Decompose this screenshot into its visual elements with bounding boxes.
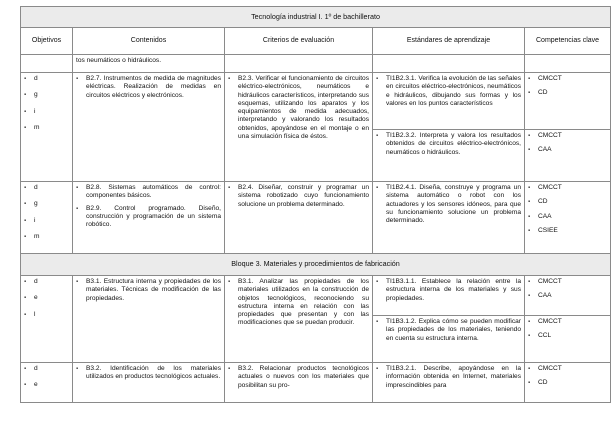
table-row: [21, 182, 611, 254]
bullet-icon: [376, 132, 386, 140]
competencia-item: CD: [538, 89, 548, 97]
table-row: [21, 276, 611, 316]
table-row: [21, 363, 611, 403]
bullet-icon: [24, 311, 34, 319]
competencia-item: CCL: [538, 332, 552, 340]
competencia-item: CMCCT: [538, 184, 562, 191]
objetivo-item: e: [34, 294, 38, 302]
cell-contenidos: [73, 55, 225, 73]
bullet-icon: [24, 381, 34, 389]
bullet-icon: [376, 75, 386, 83]
bullet-icon: [76, 278, 86, 286]
objetivo-item: i: [34, 216, 36, 224]
objetivo-item: m: [34, 123, 40, 131]
bullet-icon: [528, 198, 538, 206]
cell-competencias: [525, 363, 611, 403]
bullet-icon: [376, 365, 386, 373]
cell-estandar: [373, 55, 525, 73]
cell-criterio: [225, 182, 373, 254]
criterio-text: B2.3. Verificar el funcionamiento de circuitos eléctrico-electrónicos, neumáticos e hidráulicos característicos, interpretando sus esquemas, utilizando los aparatos y los equipamientos de medida adecuados, interpretando y valorando los resultados obtenidos, apoyándose en el montaje o en una simulación física de éstos.: [238, 75, 369, 141]
cell-estandar: [373, 73, 525, 130]
bullet-icon: [24, 233, 34, 241]
bullet-icon: [528, 332, 538, 340]
curriculum-table: [20, 6, 611, 403]
bullet-icon: [24, 365, 34, 373]
table-row: [21, 73, 611, 130]
bullet-icon: [76, 205, 86, 213]
bullet-icon: [24, 200, 34, 208]
estandar-text: TI1B3.2.1. Describe, apoyándose en la información obtenida en Internet, materiales imprescindibles para: [386, 365, 521, 389]
estandar-text: TI1B3.1.1. Establece la relación entre la estructura interna de los materiales y sus propiedades.: [386, 278, 521, 302]
header-objetivos: Objetivos: [21, 28, 73, 55]
bullet-icon: [376, 318, 386, 326]
objetivo-item: d: [34, 75, 38, 82]
estandar-text: TI1B2.3.2. Interpreta y valora los resultados obtenidos de circuitos eléctrico-electrónicos, neumáticos o hidráulicos.: [386, 132, 521, 156]
cell-objetivos: [21, 363, 73, 403]
objetivo-item: e: [34, 381, 38, 389]
criterio-text: B3.2. Relacionar productos tecnológicos actuales o nuevos con los materiales que posibilitan su pro-: [238, 365, 369, 389]
competencia-item: CMCCT: [538, 318, 562, 325]
bullet-icon: [376, 278, 386, 286]
cell-criterio: [225, 363, 373, 403]
objetivo-item: d: [34, 365, 38, 372]
objetivo-item: i: [34, 107, 36, 115]
competencia-item: CAA: [538, 212, 552, 220]
contenido-item: B3.1. Estructura interna y propiedades de los materiales. Técnicas de modificación de las propiedades.: [86, 278, 221, 302]
bullet-icon: [228, 184, 238, 192]
contenido-item: B3.2. Identificación de los materiales utilizados en productos tecnológicos actuales.: [86, 365, 221, 381]
header-competencias: Competencias clave: [525, 28, 611, 55]
cell-objetivos: [21, 182, 73, 254]
competencia-item: CAA: [538, 146, 552, 154]
contenido-item: B2.9. Control programado. Diseño, construcción y programación de un sistema robótico.: [86, 204, 221, 229]
header-estandares: Estándares de aprendizaje: [373, 28, 525, 55]
bullet-icon: [528, 365, 538, 373]
cell-criterio: [225, 73, 373, 182]
objetivo-item: g: [34, 91, 38, 99]
cell-objetivos: [21, 276, 73, 363]
bullet-icon: [228, 365, 238, 373]
objetivo-item: d: [34, 278, 38, 285]
bullet-icon: [528, 278, 538, 286]
bullet-icon: [24, 75, 34, 83]
competencia-item: CSIEE: [538, 226, 558, 234]
objetivo-item: g: [34, 200, 38, 208]
bullet-icon: [24, 278, 34, 286]
bullet-icon: [528, 213, 538, 221]
competencia-item: CAA: [538, 292, 552, 300]
header-criterios: Criterios de evaluación: [225, 28, 373, 55]
competencia-item: CMCCT: [538, 75, 562, 82]
header-contenidos: Contenidos: [73, 28, 225, 55]
cell-estandar: [373, 276, 525, 316]
cell-competencias: [525, 55, 611, 73]
contenido-item: B2.8. Sistemas automáticos de control: componentes básicos.: [86, 184, 221, 200]
table-row: [21, 55, 611, 73]
bullet-icon: [24, 108, 34, 116]
bullet-icon: [376, 184, 386, 192]
cell-contenidos: [73, 73, 225, 182]
bullet-icon: [528, 379, 538, 387]
bullet-icon: [24, 124, 34, 132]
bullet-icon: [528, 227, 538, 235]
cell-contenidos: [73, 182, 225, 254]
bullet-icon: [528, 184, 538, 192]
cell-criterio: [225, 276, 373, 363]
cell-objetivos: [21, 55, 73, 73]
competencia-item: CD: [538, 379, 548, 387]
cell-competencias: [525, 316, 611, 363]
bullet-icon: [528, 89, 538, 97]
bullet-icon: [528, 292, 538, 300]
estandar-text: TI1B2.4.1. Diseña, construye y programa un sistema automático o robot con los actuadores y los sensores idóneos, para que su funcionamiento solucione un problema determinado.: [386, 184, 521, 225]
cell-estandar: [373, 316, 525, 363]
bullet-icon: [228, 278, 238, 286]
bullet-icon: [528, 146, 538, 154]
competencia-item: CMCCT: [538, 278, 562, 285]
cell-objetivos: [21, 73, 73, 182]
bullet-icon: [76, 184, 86, 192]
bullet-icon: [528, 132, 538, 140]
bullet-icon: [76, 75, 86, 83]
cell-contenidos: [73, 276, 225, 363]
bullet-icon: [24, 294, 34, 302]
cell-contenidos: [73, 363, 225, 403]
cell-estandar: [373, 182, 525, 254]
bloque-title: Bloque 3. Materiales y procedimientos de fabricación: [21, 254, 611, 276]
cell-competencias: [525, 276, 611, 316]
bullet-icon: [228, 75, 238, 83]
competencia-item: CD: [538, 198, 548, 206]
cell-estandar: [373, 130, 525, 182]
criterio-text: B2.4. Diseñar, construir y programar un sistema robotizado cuyo funcionamiento solucione un problema determinado.: [238, 184, 369, 208]
bullet-icon: [528, 318, 538, 326]
objetivo-item: m: [34, 232, 40, 240]
bullet-icon: [24, 217, 34, 225]
competencia-item: CMCCT: [538, 132, 562, 139]
cell-criterio: [225, 55, 373, 73]
competencia-item: CMCCT: [538, 365, 562, 372]
cell-competencias: [525, 130, 611, 182]
contenido-text: tos neumáticos o hidráulicos.: [76, 57, 162, 64]
objetivo-item: l: [34, 310, 36, 318]
objetivo-item: d: [34, 184, 38, 191]
cell-estandar: [373, 363, 525, 403]
contenido-item: B2.7. Instrumentos de medida de magnitudes eléctricas. Realización de medidas en circuitos eléctricos y electrónicos.: [86, 75, 221, 99]
cell-competencias: [525, 73, 611, 130]
estandar-text: TI1B3.1.2. Explica cómo se pueden modificar las propiedades de los materiales, teniendo en cuenta su estructura interna.: [386, 318, 521, 342]
estandar-text: TI1B2.3.1. Verifica la evolución de las señales en circuitos eléctrico-electrónicos, neumáticos e hidráulicos, dibujando sus formas y los valores en los puntos característicos: [386, 75, 521, 107]
cell-competencias: [525, 182, 611, 254]
bullet-icon: [76, 365, 86, 373]
bullet-icon: [24, 91, 34, 99]
bullet-icon: [24, 184, 34, 192]
doc-title: Tecnología industrial I. 1º de bachillerato: [21, 7, 611, 28]
bullet-icon: [528, 75, 538, 83]
criterio-text: B3.1. Analizar las propiedades de los materiales utilizados en la construcción de objetos tecnológicos, reconociendo su estructura interna en relación con las propiedades que presentan y con las modificaciones que se puedan producir.: [238, 278, 369, 327]
